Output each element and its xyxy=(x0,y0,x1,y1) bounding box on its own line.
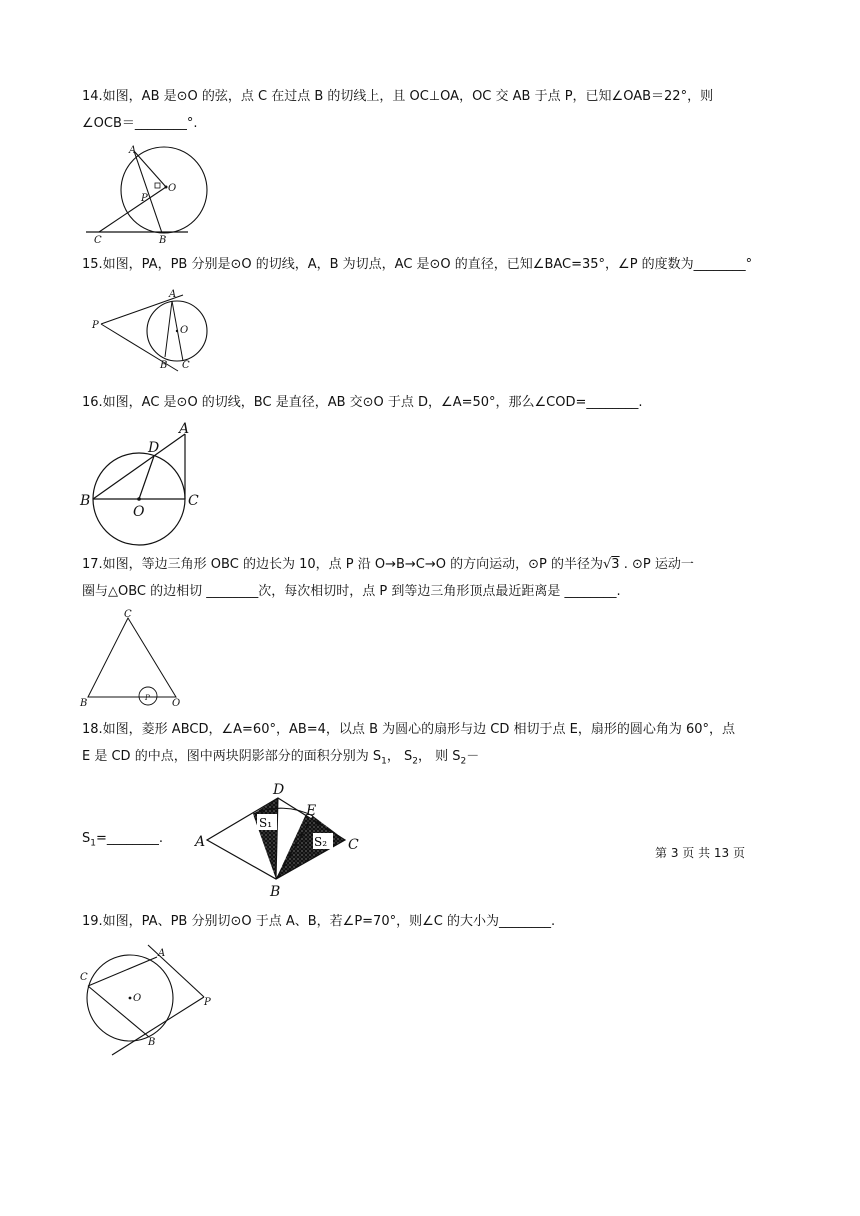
svg-text:S₂: S₂ xyxy=(314,835,328,849)
svg-text:A: A xyxy=(169,289,177,300)
figure-16 xyxy=(80,420,205,520)
svg-text:O: O xyxy=(180,325,189,336)
figure-14 xyxy=(82,145,192,245)
svg-text:B: B xyxy=(160,360,168,371)
svg-text:A: A xyxy=(129,145,137,156)
svg-text:P: P xyxy=(145,694,150,702)
question-14-line1: 14.如图，AB 是⊙O 的弦，点 C 在过点 B 的切线上，且 OC⊥OA，OC 交 AB 于点 P，已知∠OAB＝22°，则 xyxy=(82,89,714,104)
svg-text:P: P xyxy=(92,320,99,331)
svg-text:O: O xyxy=(133,993,142,1004)
figure-18 xyxy=(193,778,368,898)
question-17-line1: 17.如图，等边三角形 OBC 的边长为 10，点 P 沿 O→B→C→O 的方向运动，⊙P 的半径为√3 . ⊙P 运动一 xyxy=(82,557,694,572)
svg-text:P: P xyxy=(204,997,211,1008)
svg-text:B: B xyxy=(80,493,91,509)
svg-text:C: C xyxy=(94,235,102,246)
page-footer: 第 3 页 共 13 页 xyxy=(655,846,745,860)
svg-text:O: O xyxy=(172,698,181,709)
svg-text:D: D xyxy=(148,440,160,456)
question-15-line1: 15.如图，PA，PB 分别是⊙O 的切线，A，B 为切点，AC 是⊙O 的直径，已知∠BAC=35°，∠P 的度数为________° xyxy=(82,257,753,272)
svg-text:C: C xyxy=(80,972,88,983)
svg-text:A: A xyxy=(195,834,206,850)
figure-19 xyxy=(78,942,218,1057)
svg-text:C: C xyxy=(124,609,132,620)
question-19-line1: 19.如图，PA、PB 分别切⊙O 于点 A、B，若∠P=70°，则∠C 的大小为________. xyxy=(82,914,556,929)
svg-text:A: A xyxy=(179,421,190,437)
svg-text:A: A xyxy=(158,948,166,959)
svg-text:O: O xyxy=(168,183,177,194)
figure-15 xyxy=(88,287,208,372)
svg-text:B: B xyxy=(148,1037,156,1048)
question-17-line2: 圈与△OBC 的边相切 ________次，每次相切时，点 P 到等边三角形顶点最近距离是 ________. xyxy=(82,584,621,599)
svg-text:B: B xyxy=(159,235,167,246)
svg-text:O: O xyxy=(133,504,145,520)
svg-text:S₁: S₁ xyxy=(259,816,273,830)
svg-text:C: C xyxy=(188,493,199,509)
question-14-line2: ∠OCB＝________°. xyxy=(82,116,198,131)
question-18-line2: E 是 CD 的中点，图中两块阴影部分的面积分别为 $S_1$， $S_2$， 则 $S_2-$ xyxy=(82,749,480,767)
svg-text:C: C xyxy=(182,360,190,371)
svg-text:P: P xyxy=(141,193,148,204)
question-18-line3: $S_1=\_\_\_\_\_\_\_\_$. xyxy=(82,831,164,849)
svg-text:D: D xyxy=(273,782,285,798)
question-18-line1: 18.如图，菱形 ABCD，∠A=60°，AB=4，以点 B 为圆心的扇形与边 CD 相切于点 E，扇形的圆心角为 60°，点 xyxy=(82,722,735,737)
svg-text:B: B xyxy=(80,698,88,709)
svg-text:B: B xyxy=(270,884,281,900)
svg-text:E: E xyxy=(306,803,317,819)
question-16-line1: 16.如图，AC 是⊙O 的切线，BC 是直径，AB 交⊙O 于点 D，∠A=50°，那么∠COD=________. xyxy=(82,395,643,410)
svg-text:C: C xyxy=(348,837,359,853)
figure-17 xyxy=(80,608,190,708)
